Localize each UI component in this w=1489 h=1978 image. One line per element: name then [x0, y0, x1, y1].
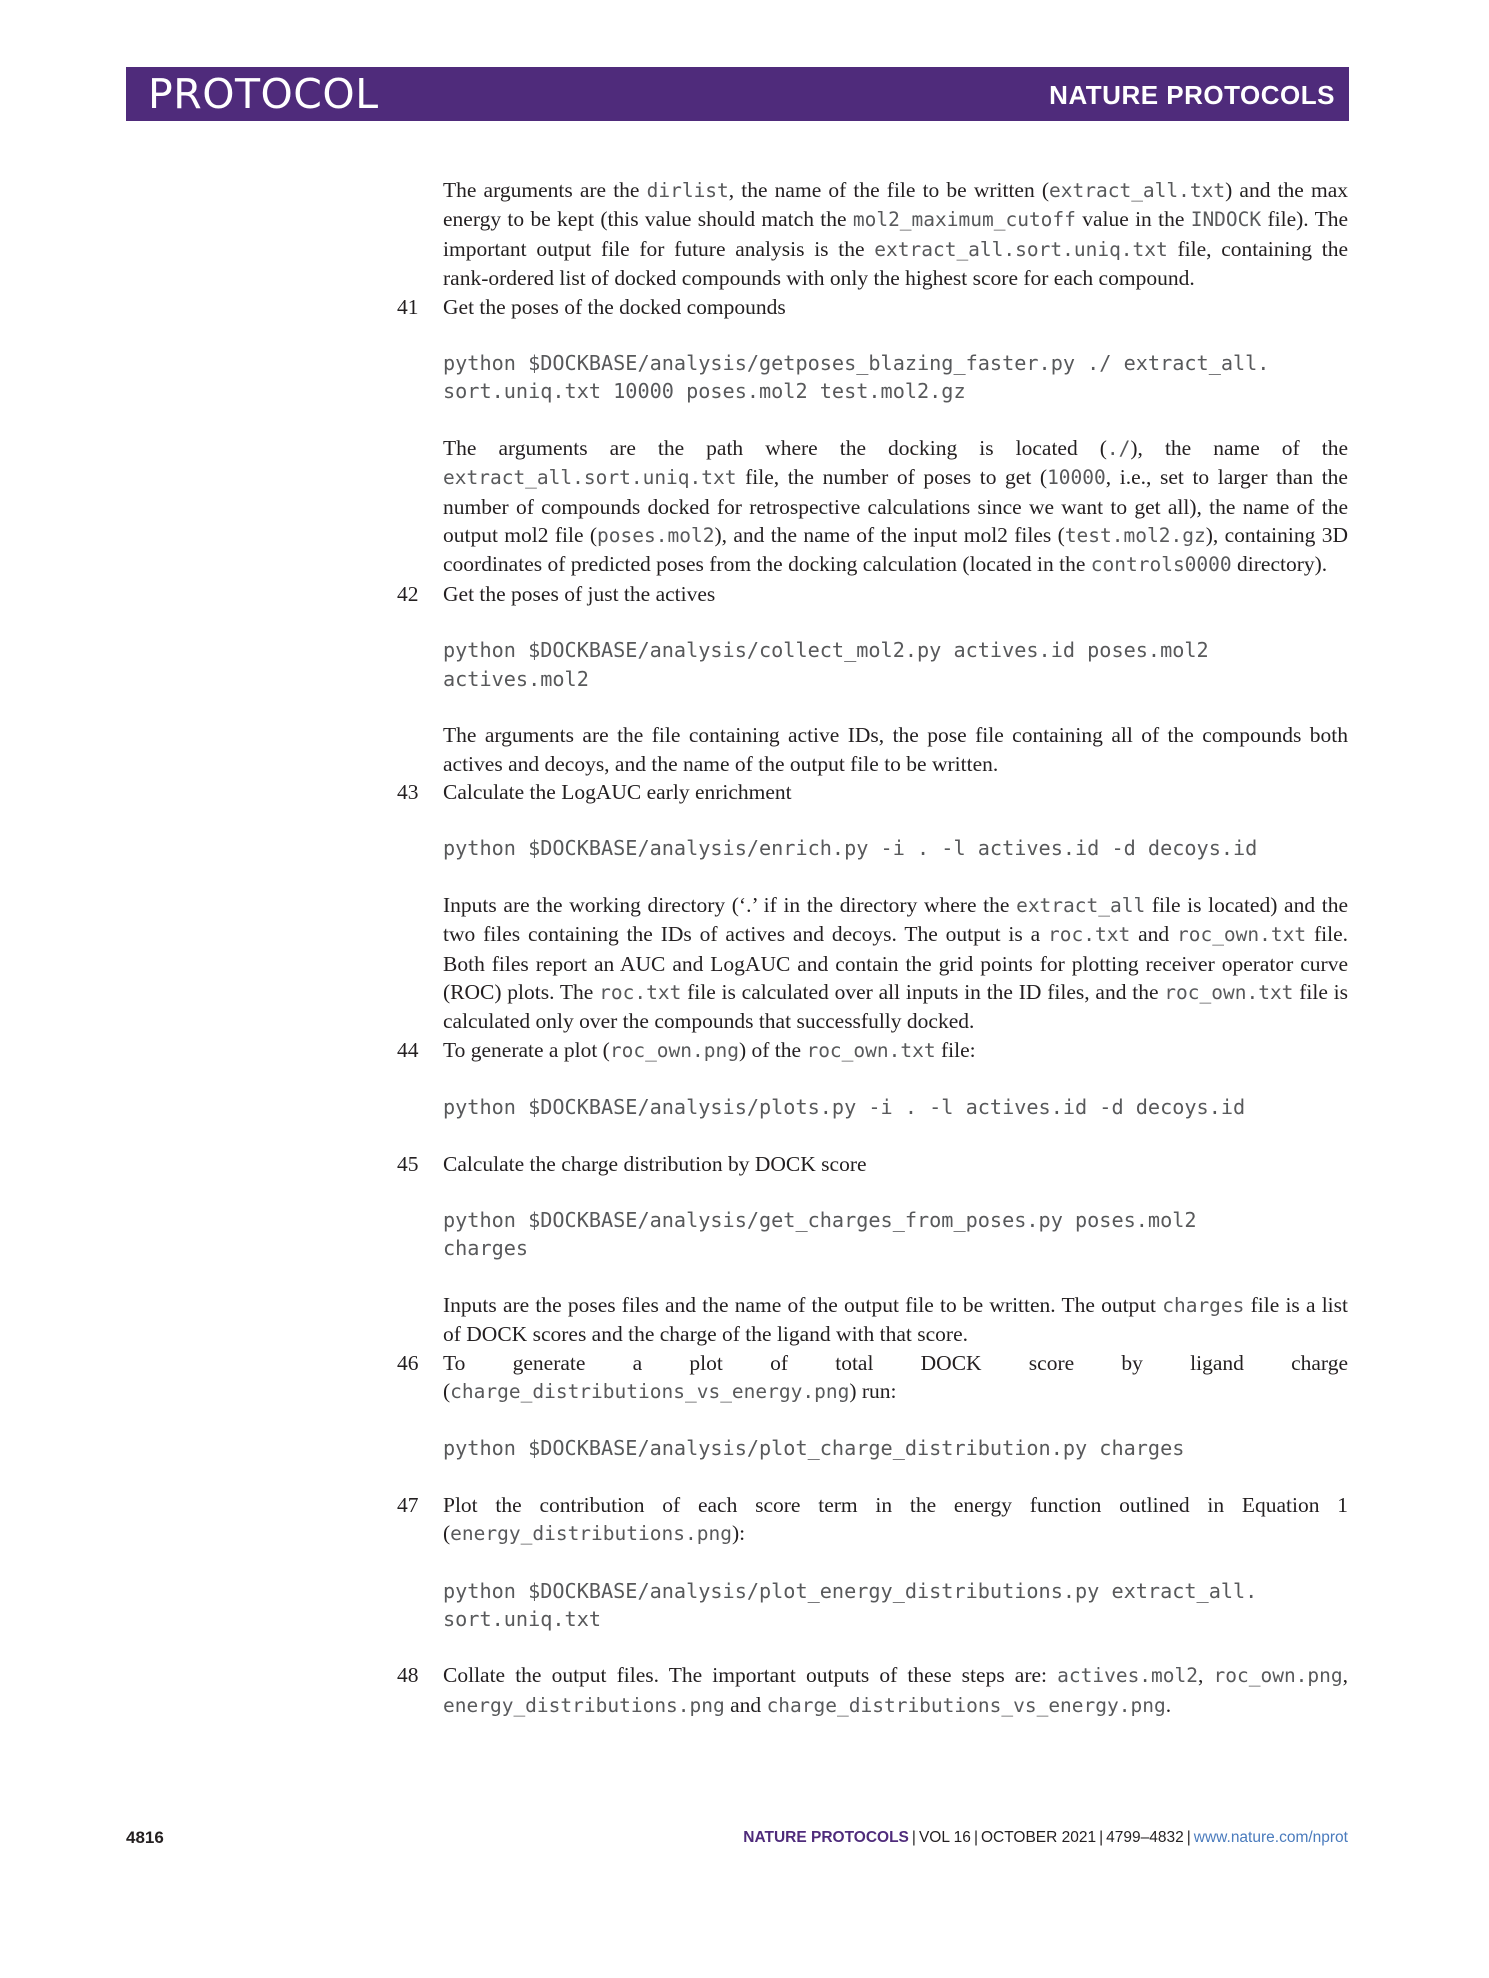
step-48: [397, 1661, 1349, 1720]
text: ,: [1342, 1663, 1349, 1688]
step-title: Get the poses of the docked compounds: [443, 294, 786, 319]
inline-code: roc_own.txt: [806, 1038, 936, 1062]
inline-code: charges: [1162, 1293, 1245, 1317]
inline-code: roc_own.txt: [1164, 980, 1294, 1004]
text: file). The important output file for future analysis is the: [443, 207, 1348, 261]
text: ), the name of the: [1130, 435, 1348, 460]
step-description: The arguments are the file containing active IDs, the pose file containing all of the compounds both actives and decoys, and the name of the output file to be written.: [443, 723, 1348, 776]
text: value in the: [1075, 207, 1191, 232]
step-number: 43: [397, 779, 419, 804]
text: Inputs are the working directory (‘.’ if in the directory where the: [443, 892, 1017, 917]
text: To generate a plot of total DOCK score by ligand charge (: [443, 1350, 1348, 1403]
text: ) and the max energy to be kept (this value should match the: [443, 178, 1348, 232]
inline-code: INDOCK: [1190, 208, 1262, 232]
inline-code: ./: [1106, 436, 1131, 460]
step-42: [397, 580, 1348, 608]
inline-code: extract_all.sort.uniq.txt: [443, 466, 737, 490]
inline-code: extract_all.txt: [1049, 179, 1226, 202]
text: Collate the output files. The important outputs of these steps are:: [443, 1663, 1058, 1688]
page-number: 4816: [126, 1828, 164, 1847]
text: The arguments are the: [443, 178, 647, 202]
code-block: [443, 636, 1348, 693]
step-number: 45: [397, 1151, 419, 1176]
inline-code: charge_distributions_vs_energy.png: [766, 1693, 1166, 1717]
code-block: [443, 1206, 1348, 1263]
step-number: 48: [397, 1663, 419, 1688]
inline-code: energy_distributions.png: [443, 1693, 725, 1717]
step-number: 44: [397, 1037, 419, 1062]
page-range: 4799–4832: [1106, 1829, 1184, 1846]
journal-title: NATURE PROTOCOLS: [743, 1829, 909, 1846]
step-title: Calculate the charge distribution by DOCK score: [443, 1151, 867, 1176]
text: , i.e., set to larger than the number of compounds docked for retrospective calculations since we want to get all), the name of the output mol2 file (: [443, 465, 1348, 548]
step-description: [443, 1291, 1348, 1349]
text: To generate a plot (: [443, 1037, 610, 1062]
step-title: Calculate the LogAUC early enrichment: [443, 779, 792, 804]
code-block: python $DOCKBASE/analysis/plots.py -i . -l actives.id -d decoys.id: [443, 1095, 1246, 1120]
text: and: [724, 1692, 767, 1717]
inline-code: roc_own.png: [1213, 1664, 1343, 1688]
step-title: [443, 1661, 1348, 1720]
step-title: [443, 1349, 1348, 1407]
inline-code: roc_own.png: [609, 1038, 739, 1062]
text: ) run:: [849, 1379, 897, 1403]
text: , the name of the file to be written (: [728, 178, 1050, 202]
code-line: sort.uniq.txt 10000 poses.mol2 test.mol2.gz: [443, 379, 966, 404]
step-description: [443, 891, 1348, 1036]
citation: NATURE PROTOCOLS | VOL 16 | OCTOBER 2021 | 4799–4832 | www.nature.com/nprot: [743, 1829, 1348, 1846]
step-title: [443, 1036, 1348, 1065]
text: .: [1165, 1692, 1172, 1717]
text: file:: [935, 1037, 976, 1062]
text: ):: [731, 1521, 746, 1546]
step-46: [397, 1349, 1348, 1407]
code-block: [443, 1577, 1348, 1634]
journal-name: NATURE PROTOCOLS: [1049, 80, 1335, 110]
text: file is located) and the two files containing the IDs of actives and decoys. The output is a: [443, 892, 1348, 947]
step-47: [397, 1491, 1348, 1549]
header-bar: [126, 67, 1349, 121]
text: Inputs are the poses files and the name of the output file to be written. The output: [443, 1292, 1163, 1317]
inline-code: roc.txt: [599, 980, 682, 1004]
section-label: PROTOCOL: [148, 70, 379, 118]
code-line: python $DOCKBASE/analysis/collect_mol2.py actives.id poses.mol2: [443, 638, 1209, 663]
step-44: [397, 1036, 1348, 1065]
code-block: python $DOCKBASE/analysis/enrich.py -i . -l actives.id -d decoys.id: [443, 836, 1258, 861]
inline-code: roc.txt: [1048, 923, 1131, 947]
inline-code: extract_all.sort.uniq.txt: [874, 237, 1168, 261]
inline-code: mol2_maximum_cutoff: [852, 208, 1076, 232]
issue-date: OCTOBER 2021: [980, 1829, 1097, 1846]
step-43: [397, 778, 1348, 806]
text: Plot the contribution of each score term in the energy function outlined in Equation 1 (: [443, 1492, 1348, 1546]
main-content: [397, 176, 1349, 1720]
step-number: 46: [397, 1350, 419, 1375]
inline-code: dirlist: [646, 179, 729, 202]
step-number: 42: [397, 581, 419, 606]
code-line: python $DOCKBASE/analysis/get_charges_from_poses.py poses.mol2: [443, 1207, 1197, 1232]
inline-code: extract_all: [1016, 893, 1146, 917]
text: ), and the name of the input mol2 files (: [714, 523, 1065, 548]
journal-url-link[interactable]: www.nature.com/nprot: [1193, 1829, 1348, 1846]
text: file, the number of poses to get (: [736, 465, 1048, 490]
code-line: actives.mol2: [443, 666, 589, 691]
inline-code: roc_own.txt: [1176, 923, 1307, 947]
text: and: [1130, 922, 1177, 947]
code-line: python $DOCKBASE/analysis/getposes_blazing_faster.py ./ extract_all.: [443, 351, 1270, 376]
step-title: Get the poses of just the actives: [443, 581, 716, 606]
inline-code: 10000: [1047, 466, 1106, 490]
code-line: python $DOCKBASE/analysis/plot_energy_distributions.py extract_all.: [443, 1578, 1258, 1603]
text: ) of the: [738, 1037, 807, 1062]
code-line: charges: [443, 1236, 529, 1261]
code-line: sort.uniq.txt: [443, 1607, 602, 1632]
text: directory).: [1231, 552, 1328, 577]
code-block: python $DOCKBASE/analysis/plot_charge_distribution.py charges: [443, 1436, 1185, 1461]
step-number: 41: [397, 294, 419, 319]
text: The arguments are the path where the docking is located (: [443, 435, 1107, 460]
step-41: [397, 293, 1348, 321]
text: file is calculated over all inputs in the ID files, and the: [681, 979, 1165, 1004]
text: ), containing 3D coordinates of predicted poses from the docking calculation (located in the: [443, 523, 1348, 577]
volume: VOL 16: [918, 1829, 971, 1846]
step-number: 47: [397, 1492, 419, 1517]
code-block: [443, 349, 1348, 406]
step-45: [397, 1150, 1348, 1178]
text: file is calculated only over the compounds that successfully docked.: [443, 979, 1348, 1034]
inline-code: actives.mol2: [1057, 1664, 1199, 1688]
step-40-continuation: [443, 176, 1348, 293]
inline-code: test.mol2.gz: [1064, 524, 1206, 548]
inline-code: charge_distributions_vs_energy.png: [450, 1380, 850, 1403]
inline-code: energy_distributions.png: [450, 1522, 732, 1546]
step-description: [443, 434, 1348, 580]
text: file. Both files report an AUC and LogAUC and contain the grid points for plotting receiver operator curve (ROC) plots. The: [443, 922, 1348, 1004]
inline-code: controls0000: [1090, 553, 1232, 577]
step-title: [443, 1491, 1348, 1549]
text: file, containing the rank-ordered list of docked compounds with only the highest score for each compound.: [443, 236, 1348, 291]
text: file is a list of DOCK scores and the charge of the ligand with that score.: [443, 1292, 1348, 1347]
inline-code: poses.mol2: [597, 524, 715, 548]
text: ,: [1198, 1663, 1214, 1688]
